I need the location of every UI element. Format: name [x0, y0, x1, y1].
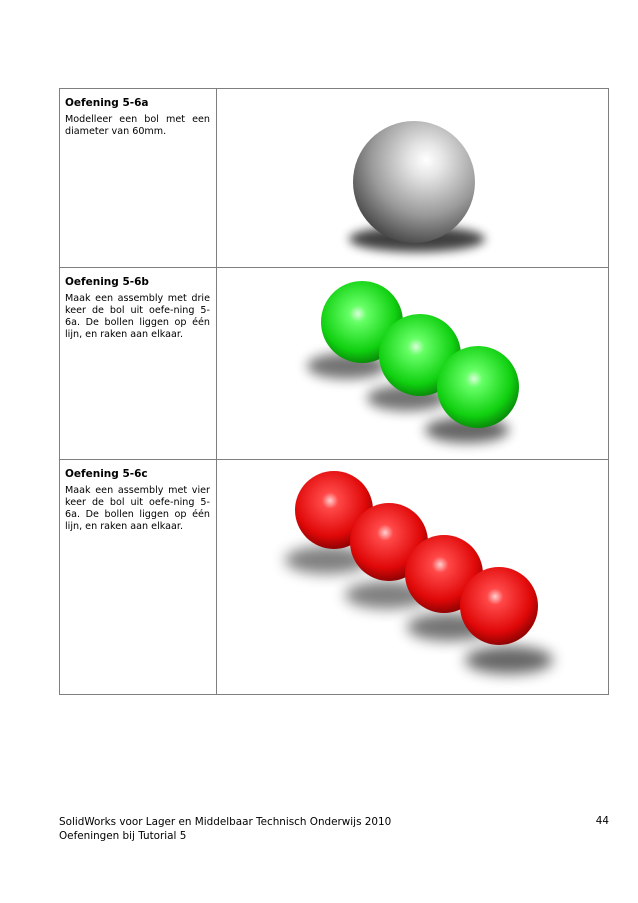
exercise-row-5-6b	[60, 268, 609, 460]
red-sphere	[460, 567, 538, 645]
green-spheres-image	[217, 268, 620, 459]
exercise-image-cell	[217, 89, 609, 268]
exercise-description: Maak een assembly met vier keer de bol uit oefe-ning 5-6a. De bollen liggen op één lijn, en raken aan elkaar.	[65, 485, 210, 532]
page-number: 44	[595, 815, 609, 827]
grey-sphere-image	[217, 89, 620, 267]
grey-sphere	[353, 121, 475, 243]
exercise-text-cell	[60, 268, 217, 460]
exercise-title: Oefening 5-6a	[65, 97, 149, 109]
exercise-row-5-6a	[60, 89, 609, 268]
exercise-description: Maak een assembly met drie keer de bol uit oefe-ning 5-6a. De bollen liggen op één lijn, en raken aan elkaar.	[65, 293, 210, 340]
sphere-shadow	[465, 646, 553, 674]
green-sphere	[437, 346, 519, 428]
exercise-image-cell	[217, 460, 609, 695]
footer-line-2: Oefeningen bij Tutorial 5	[59, 830, 187, 842]
exercise-title: Oefening 5-6b	[65, 276, 149, 288]
exercise-table	[59, 88, 609, 695]
footer	[59, 815, 391, 843]
exercise-text-cell	[60, 89, 217, 268]
red-spheres-image	[217, 460, 620, 694]
exercise-text-cell	[60, 460, 217, 695]
exercise-image-cell	[217, 268, 609, 460]
exercise-title: Oefening 5-6c	[65, 468, 148, 480]
exercise-row-5-6c	[60, 460, 609, 695]
footer-line-1: SolidWorks voor Lager en Middelbaar Technisch Onderwijs 2010	[59, 816, 392, 828]
exercise-description: Modelleer een bol met een diameter van 60mm.	[65, 114, 210, 137]
